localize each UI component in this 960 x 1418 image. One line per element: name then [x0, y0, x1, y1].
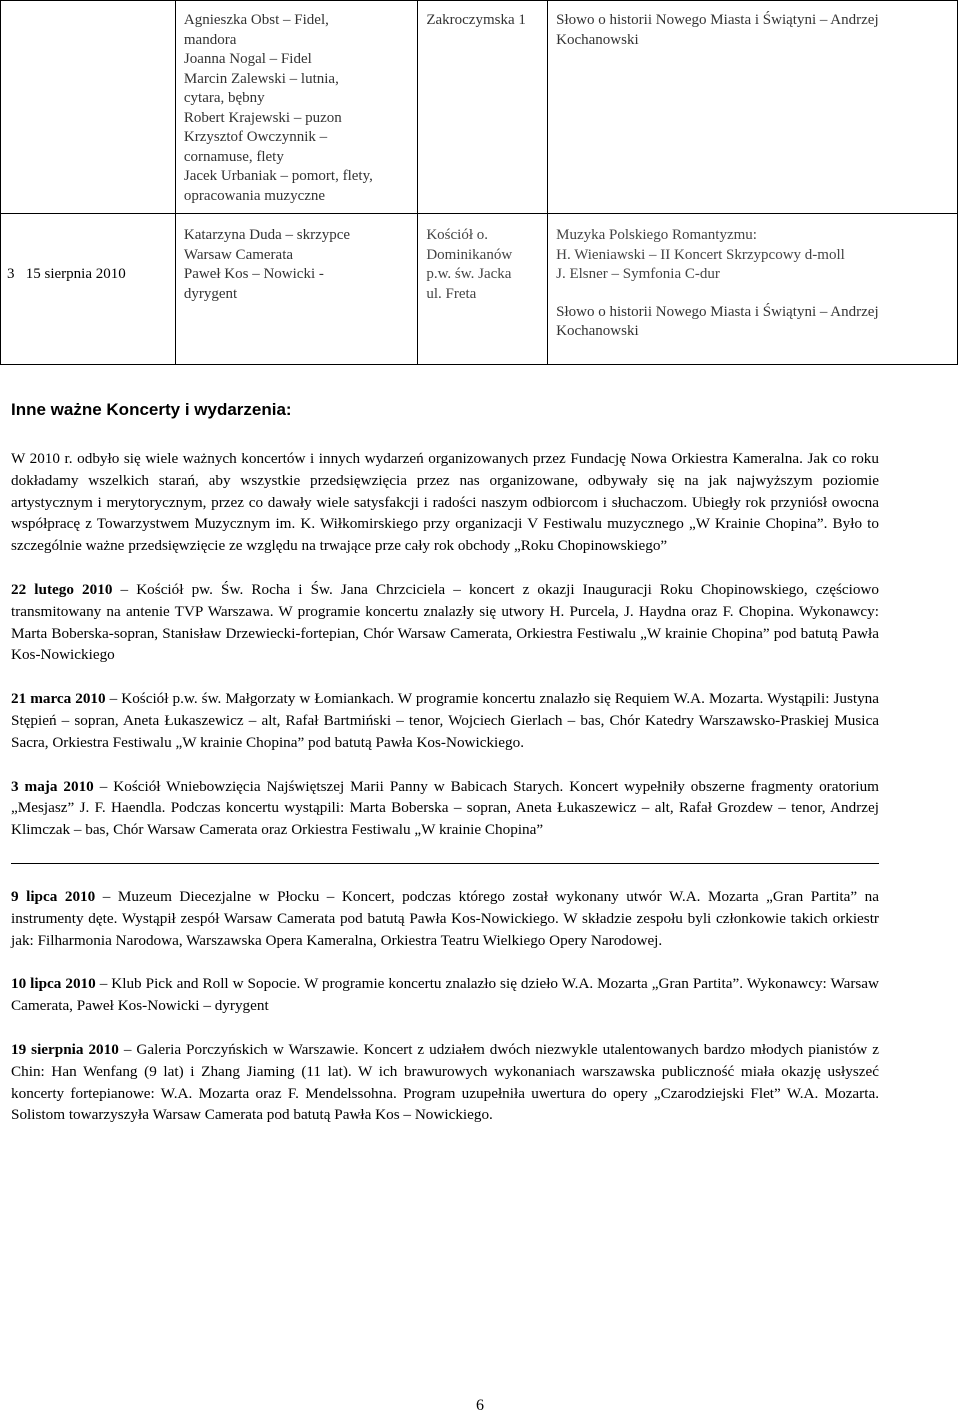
event-date: 21 marca 2010	[11, 690, 106, 708]
schedule-table	[0, 0, 958, 365]
section-heading: Inne ważne Koncerty i wydarzenia:	[11, 400, 292, 419]
event-date: 22 lutego 2010	[11, 580, 113, 598]
performer-line: opracowania muzyczne	[183, 187, 326, 204]
venue-line: Kościół o.	[426, 227, 488, 243]
event-text: – Muzeum Diecezjalne w Płocku – Koncert, podczas którego został wykonany utwór W.A. Mozarta „Gran Partita” na instrumenty dęte. Wystąpił zespół Warsaw Camerata pod batutą Pawła Kos-Nowickiego. W składzie zespołu byli członkowie takich orkiestr jak: Filharmonia Narodowa, Warszawska Opera Kameralna, Orkiestra Teatru Wielkiego Opery Narodowej.	[11, 887, 879, 949]
event-paragraph	[11, 1039, 879, 1126]
table-row	[1, 214, 958, 365]
table-cell-program	[548, 214, 958, 365]
event-paragraph	[11, 688, 879, 753]
venue-line: p.w. św. Jacka	[426, 266, 512, 282]
event-paragraph	[11, 776, 879, 841]
table-cell-performers	[175, 214, 417, 365]
event-text: – Galeria Porczyńskich w Warszawie. Koncert z udziałem dwóch niezwykle utalentowanych bardzo młodych pianistów z Chin: Han Wenfang (9 lat) i Zhang Jiaming (11 lat). W ich brawurowych wykonaniach warszawska publiczność miała okazję usłyszeć koncerty fortepianowe: W.A. Mozarta oraz F. Mendelssohna. Program uzupełniła uwertura do opery „Czarodziejski Flet” W.A. Mozarta. Solistom towarzyszyła Warsaw Camerata pod batutą Pawła Kos – Nowickiego.	[11, 1040, 879, 1124]
intro-paragraph: W 2010 r. odbyło się wiele ważnych koncertów i innych wydarzeń organizowanych przez Fundację Nowa Orkiestra Kameralna. Jak co roku dokładamy wszelkich starań, aby wszystkie przedsięwzięcia przez nas organizowane, odbywały się na jak najwyższym poziomie artystycznym i merytorycznym, przez co dawały wiele satysfakcji i radości naszym odbiorcom i słuchaczom. Ubiegły rok przyniósł owocna współpracę z Towarzystwem Muzycznym im. K. Wiłkomirskiego przy organizacji V Festiwalu muzycznego „W Krainie Chopina”. Było to szczególnie ważne przedsięwzięcie ze względu na trwające prze cały rok obchody „Roku Chopinowskiego”	[11, 450, 879, 555]
row-number-date: 3 15 sierpnia 2010	[7, 266, 126, 282]
table-row	[1, 1, 958, 214]
program-line: Kochanowski	[556, 323, 639, 339]
performer-line: Paweł Kos – Nowicki -	[183, 266, 324, 282]
event-paragraph	[11, 973, 879, 1017]
performer-line: Krzysztof Owczynnik –	[183, 129, 328, 145]
performer-line: Katarzyna Duda – skrzypce	[183, 227, 351, 243]
program-line: H. Wieniawski – II Koncert Skrzypcowy d-moll	[556, 246, 845, 263]
table-cell-number-date	[1, 214, 176, 365]
venue-text: Zakroczymska 1	[426, 12, 526, 28]
performer-line: Marcin Zalewski – lutnia,	[183, 70, 339, 87]
performer-line: Jacek Urbaniak – pomort, flety,	[183, 168, 373, 184]
event-text: – Kościół Wniebowzięcia Najświętszej Marii Panny w Babicach Starych. Koncert wypełniły obszerne fragmenty oratorium „Mesjasz” J. F. Haendla. Podczas koncertu wystąpili: Marta Boberska – sopran, Aneta Łukaszewicz – alt, Rafał Grozdew – tenor, Andrzej Klimczak – bas, Chór Warsaw Camerata oraz Orkiestra Festiwalu „W krainie Chopina”	[11, 777, 879, 839]
event-date: 9 lipca 2010	[11, 887, 96, 905]
program-line: Kochanowski	[556, 31, 639, 48]
spacer	[556, 285, 949, 303]
event-paragraph	[11, 579, 879, 666]
table-cell-venue	[418, 1, 548, 214]
page-number: 6	[476, 1397, 484, 1414]
performer-line: cytara, bębny	[183, 90, 265, 106]
venue-line: ul. Freta	[426, 285, 477, 302]
event-paragraph	[11, 886, 879, 951]
performer-line: Robert Krajewski – puzon	[183, 109, 342, 126]
performer-line: dyrygent	[183, 285, 238, 302]
program-line: Słowo o historii Nowego Miasta i Świątyni – Andrzej	[556, 12, 879, 28]
event-date: 19 sierpnia 2010	[11, 1040, 119, 1058]
performer-line: mandora	[183, 31, 237, 48]
program-line: Słowo o historii Nowego Miasta i Świątyni – Andrzej	[556, 303, 879, 320]
main-content	[11, 398, 879, 1126]
horizontal-rule	[11, 863, 879, 864]
event-text: – Klub Pick and Roll w Sopocie. W programie koncertu znalazło się dzieło W.A. Mozarta „Gran Partita”. Wykonawcy: Warsaw Camerata, Paweł Kos-Nowicki – dyrygent	[11, 975, 879, 1015]
event-text: – Kościół pw. Św. Rocha i Św. Jana Chrzciciela – koncert z okazji Inauguracji Roku Chopinowskiego, częściowo transmitowany na antenie TVP Warszawa. W programie koncertu znalazły się utwory H. Purcela, J. Haydna oraz F. Chopina. Wykonawcy: Marta Boberska-sopran, Stanisław Drzewiecki-fortepian, Chór Warsaw Camerata, Orkiestra Festiwalu „W krainie Chopina” pod batutą Pawła Kos-Nowickiego	[11, 580, 879, 664]
venue-line: Dominikanów	[426, 246, 513, 263]
table-cell-number-date	[1, 1, 176, 214]
program-line: J. Elsner – Symfonia C-dur	[556, 266, 720, 282]
performer-line: cornamuse, flety	[183, 148, 284, 165]
performer-line: Warsaw Camerata	[183, 246, 294, 263]
performer-line: Agnieszka Obst – Fidel,	[183, 12, 329, 28]
event-date: 10 lipca 2010	[11, 975, 96, 993]
table-cell-performers	[175, 1, 417, 214]
event-date: 3 maja 2010	[11, 777, 94, 795]
program-line: Muzyka Polskiego Romantyzmu:	[556, 227, 757, 243]
table-cell-venue	[418, 214, 548, 365]
table-cell-program	[548, 1, 958, 214]
performer-line: Joanna Nogal – Fidel	[183, 51, 312, 67]
event-text: – Kościół p.w. św. Małgorzaty w Łomiankach. W programie koncertu znalazło się Requiem W.A. Mozarta. Wystąpili: Justyna Stępień – sopran, Aneta Łukaszewicz – alt, Rafał Bartmiński – tenor, Wojciech Gierlach – bas, Chór Katedry Warszawsko-Praskiej Musica Sacra, Orkiestra Festiwalu „W krainie Chopina” pod batutą Pawła Kos-Nowickiego.	[11, 690, 880, 751]
